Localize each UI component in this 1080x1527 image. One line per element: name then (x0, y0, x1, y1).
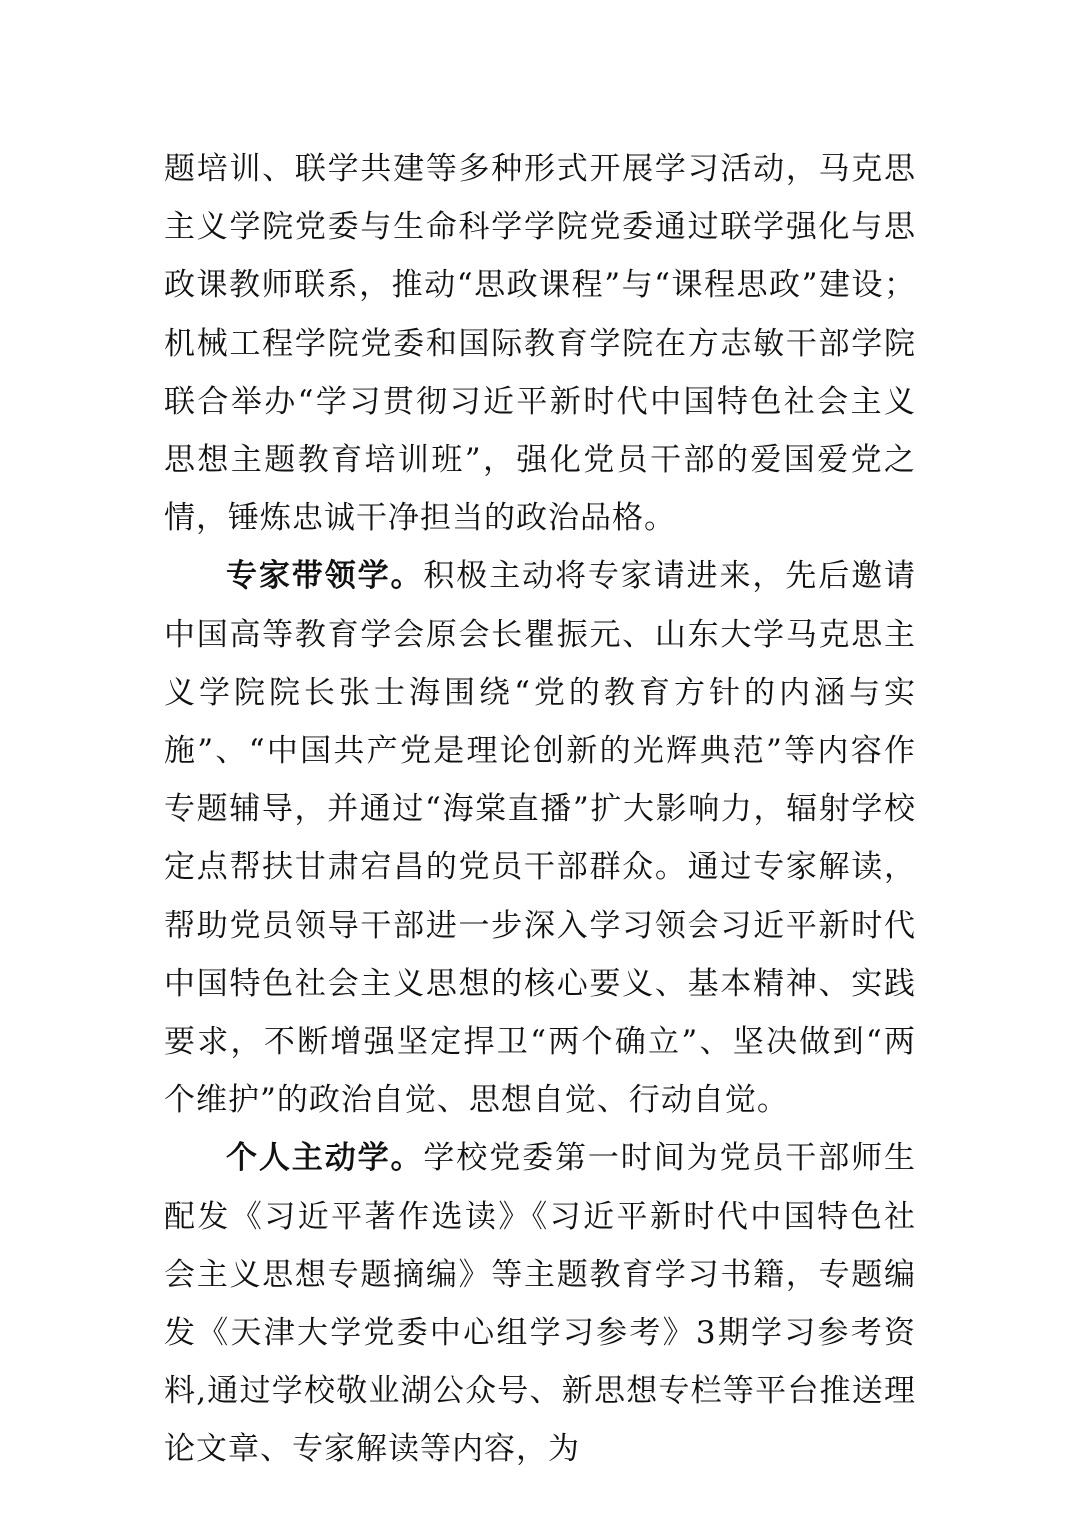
paragraph-personal-study (164, 1129, 916, 1478)
paragraph-continuation (164, 140, 916, 547)
paragraph-text: 积极主动将专家请进来，先后邀请中国高等教育学会原会长瞿振元、山东大学马克思主义学院院长张士海围绕“党的教育方针的内涵与实施”、“中国共产党是理论创新的光辉典范”等内容作专题辅导，并通过“海棠直播”扩大影响力，辐射学校定点帮扶甘肃宕昌的党员干部群众。通过专家解读，帮助党员领导干部进一步深入学习领会习近平新时代中国特色社会主义思想的核心要义、基本精神、实践要求，不断增强坚定捍卫“两个确立”、坚决做到“两个维护”的政治自觉、思想自觉、行动自觉。 (164, 558, 917, 1119)
paragraph-text: 题培训、联学共建等多种形式开展学习活动，马克思主义学院党委与生命科学学院党委通过联学强化与思政课教师联系，推动“思政课程”与“课程思政”建设；机械工程学院党委和国际教育学院在方志敏干部学院联合举办“学习贯彻习近平新时代中国特色社会主义思想主题教育培训班”，强化党员干部的爱国爱党之情，锤炼忠诚干净担当的政治品格。 (164, 151, 916, 537)
paragraph-heading: 专家带领学。 (226, 558, 424, 595)
paragraph-expert-study (164, 547, 916, 1129)
document-body (164, 140, 916, 1479)
paragraph-text: 学校党委第一时间为党员干部师生配发《习近平著作选读》《习近平新时代中国特色社会主义思想专题摘编》等主题教育学习书籍，专题编发《天津大学党委中心组学习参考》3期学习参考资料,通过学校敬业湖公众号、新思想专栏等平台推送理论文章、专家解读等内容，为 (164, 1140, 917, 1468)
paragraph-heading: 个人主动学。 (226, 1140, 424, 1177)
